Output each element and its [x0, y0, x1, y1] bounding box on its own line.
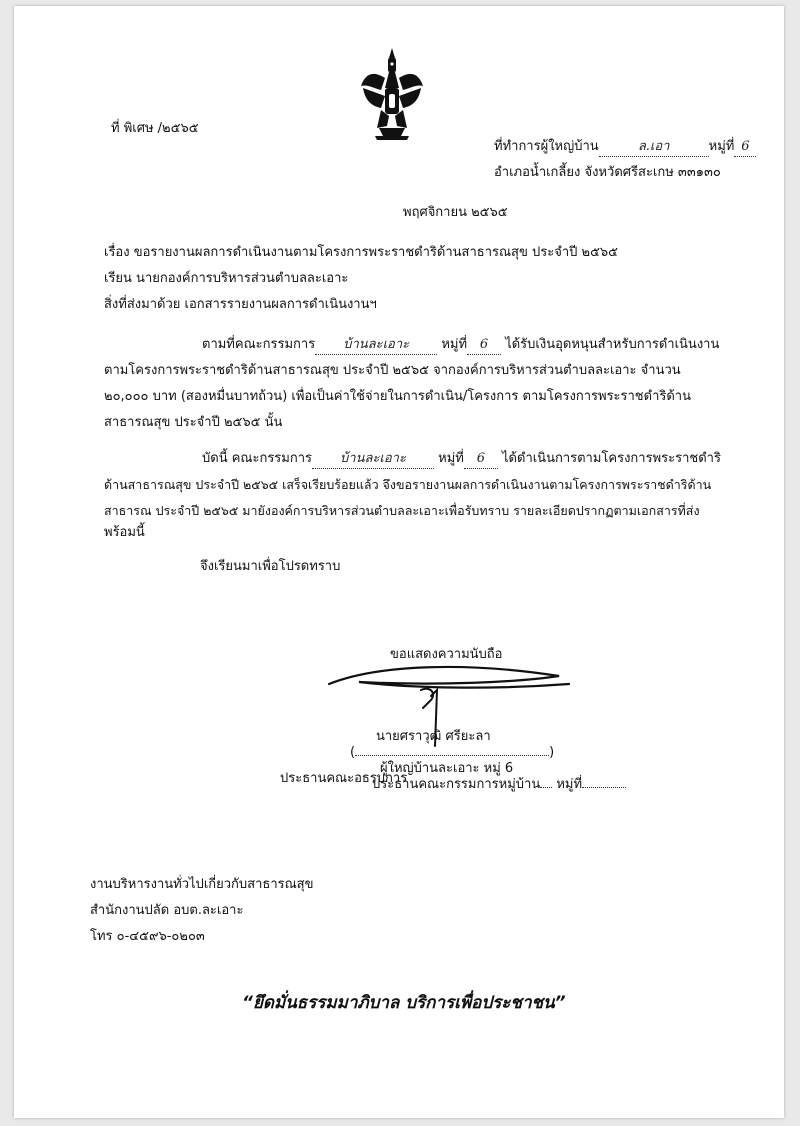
reference-number: ที่ พิเศษ /๒๕๖๕ — [111, 121, 199, 136]
motto: “ยึดมั่นธรรมมาภิบาล บริการเพื่อประชาชน” — [242, 993, 566, 1013]
position-printed: ประธานคณะกรรมการหมู่บ้าน — [372, 777, 541, 792]
para2-line3: สาธารณ ประจำปี ๒๕๖๕ มายังองค์การบริหารส่วนตำบลละเอาะเพื่อรับทราบ รายละเอียดปรากฏตามเอกสารที่ส่ง — [104, 503, 700, 518]
position-left: ประธานคณะอธรบการ — [280, 771, 408, 786]
para1-prefix: ตามที่คณะกรรมการ — [202, 337, 316, 352]
address: อำเภอน้ำเกลี้ยง จังหวัดศรีสะเกษ ๓๓๑๓๐ — [494, 165, 721, 180]
enclosure-line: สิ่งที่ส่งมาด้วย เอกสารรายงานผลการดำเนินงานฯ — [104, 297, 377, 312]
para2-suffix: ได้ดำเนินการตามโครงการพระราชดำริ — [502, 451, 721, 466]
para2-committee-hand: บ้านละเอาะ — [312, 450, 434, 469]
recipient-line: เรียน นายกองค์การบริหารส่วนตำบลละเอาะ — [104, 271, 349, 286]
position-stamp: ผู้ใหญ่บ้านละเอาะ หมู่ 6 — [380, 761, 514, 776]
position-moo: หมู่ที่ — [556, 777, 583, 792]
close-paren: ) — [549, 745, 555, 760]
para1-moo-label: หมู่ที่ — [441, 337, 468, 352]
footer-department: งานบริหารงานทั่วไปเกี่ยวกับสาธารณสุข — [90, 877, 314, 892]
office-label: ที่ทำการผู้ใหญ่บ้าน — [494, 139, 599, 154]
para1-moo-hand: 6 — [467, 336, 501, 355]
office-handwritten: ล.เอา — [599, 138, 709, 157]
signer-name: นายศราวุฒิ ศรียะลา — [376, 729, 491, 744]
moo-label: หมู่ที่ — [708, 139, 735, 154]
para2-moo-label: หมู่ที่ — [438, 451, 464, 466]
para1-line1 — [202, 336, 719, 355]
para2-line4: พร้อมนี้ — [104, 525, 145, 540]
document-page — [14, 6, 784, 1118]
subject-line: เรื่อง ขอรายงานผลการดำเนินงานตามโครงการพระราชดำริด้านสาธารณสุข ประจำปี ๒๕๖๕ — [104, 245, 619, 260]
para2-line2: ด้านสาธารณสุข ประจำปี ๒๕๖๕ เสร็จเรียบร้อยแล้ว จึงขอรายงานผลการดำเนินงานตามโครงการพระราชดำริด้าน — [104, 477, 712, 492]
para1-line3: ๒๐,๐๐๐ บาท (สองหมื่นบาทถ้วน) เพื่อเป็นค่าใช้จ่ายในการดำเนิน/โครงการ ตามโครงการพระราชดำริด้าน — [104, 389, 691, 404]
office-line — [494, 138, 756, 157]
closing-line: จึงเรียนมาเพื่อโปรดทราบ — [200, 559, 341, 574]
para2-prefix: บัดนี้ คณะกรรมการ — [202, 451, 313, 466]
moo-handwritten: 6 — [734, 138, 756, 157]
para2-line1 — [202, 450, 721, 469]
letter-date: พฤศจิกายน ๒๕๖๕ — [403, 205, 508, 220]
open-paren: ( — [350, 745, 356, 760]
footer-office: สำนักงานปลัด อบต.ละเอาะ — [90, 903, 244, 918]
para1-line2: ตามโครงการพระราชดำริด้านสาธารณสุข ประจำปี ๒๕๖๕ จากองค์การบริหารส่วนตำบลละเอาะ จำนวน — [104, 363, 681, 378]
footer-phone: โทร ๐-๔๕๙๖-๐๒๐๓ — [90, 929, 205, 944]
para1-line4: สาธารณสุข ประจำปี ๒๕๖๕ นั้น — [104, 415, 283, 430]
position-printed-line — [372, 776, 626, 794]
para1-suffix: ได้รับเงินอุดหนุนสำหรับการดำเนินงาน — [505, 337, 720, 352]
regards-text: ขอแสดงความนับถือ — [390, 647, 503, 662]
para2-moo-hand: 6 — [464, 450, 498, 469]
para1-committee-hand: บ้านละเอาะ — [315, 336, 437, 355]
garuda-emblem-icon — [359, 44, 425, 144]
